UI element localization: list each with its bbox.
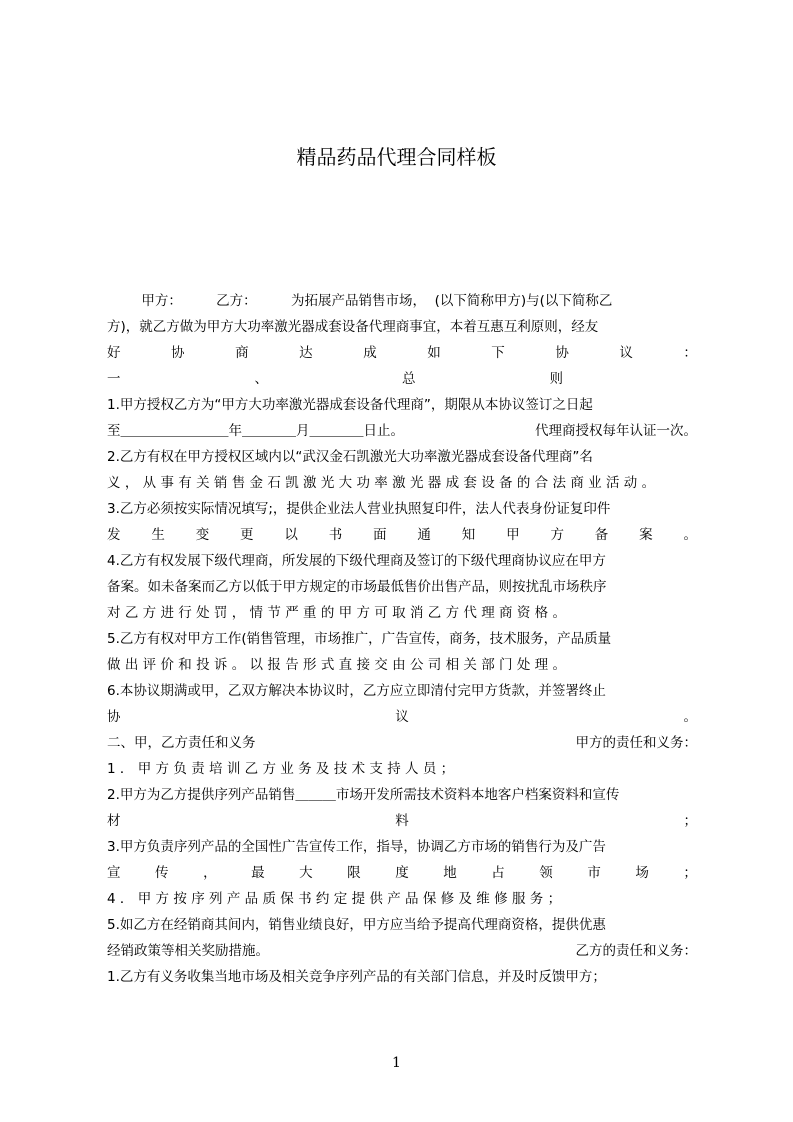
- text-segment: 乙方的责任和义务：: [575, 943, 697, 959]
- text-segment: 场: [635, 865, 649, 881]
- document-title: 精品药品代理合同样板: [296, 145, 497, 169]
- text-segment: 方)，就乙方做为甲方大功率激光器成套设备代理商事宜，本着互惠互利原则，经友: [107, 319, 599, 335]
- text-line: [107, 444, 697, 470]
- text-line: [107, 912, 697, 938]
- text-line: [107, 340, 697, 366]
- text-segment: 总: [402, 371, 416, 387]
- text-segment: 书: [328, 527, 343, 543]
- text-segment: 一: [107, 371, 121, 387]
- text-segment: 备: [594, 527, 609, 543]
- text-line: [107, 496, 697, 522]
- text-segment: 传: [155, 865, 169, 881]
- text-segment: 3.甲方负责序列产品的全国性广告宣传工作，指导，协调乙方市场的销售行为及广告: [107, 839, 606, 855]
- text-segment: 议: [619, 345, 633, 361]
- text-segment: 2.乙方有权在甲方授权区域内以“武汉金石凯激光大功率激光器成套设备代理商”名: [107, 449, 593, 465]
- text-line: [107, 964, 697, 990]
- text-line: [107, 418, 697, 444]
- text-segment: 经销政策等相关奖励措施。: [107, 943, 269, 959]
- text-segment: 二、甲，乙方责任和义务: [107, 735, 256, 751]
- text-segment: 1．甲方负责培训乙方业务及技术支持人员；: [107, 761, 459, 777]
- text-line: [107, 600, 697, 626]
- text-segment: 成: [363, 345, 377, 361]
- text-segment: 5.乙方有权对甲方工作(销售管理，市场推广，广告宣传，商务，技术服务，产品质量: [107, 631, 612, 647]
- text-line: [107, 730, 697, 756]
- text-segment: 4．甲方按序列产品质保书约定提供产品保修及维修服务；: [107, 891, 566, 907]
- text-segment: 协: [555, 345, 569, 361]
- text-segment: ，: [203, 865, 217, 881]
- text-line: [107, 834, 697, 860]
- text-segment: 以: [284, 527, 298, 543]
- text-segment: 。: [683, 527, 697, 543]
- text-line: [107, 756, 697, 782]
- text-segment: 度: [395, 865, 409, 881]
- text-segment: 1.乙方有义务收集当地市场及相关竞争序列产品的有关部门信息，并及时反馈甲方；: [107, 969, 606, 985]
- text-segment: 下: [491, 345, 505, 361]
- text-segment: 2.甲方为乙方提供序列产品销售＿＿＿市场开发所需技术资料本地客户档案资料和宣传: [107, 787, 620, 803]
- text-segment: 更: [240, 527, 254, 543]
- text-segment: 3.乙方必须按实际情况填写;，提供企业法人营业执照复印件，法人代表身份证复印件: [107, 501, 611, 517]
- text-line: [107, 704, 697, 730]
- text-segment: 方: [550, 527, 564, 543]
- text-segment: 对乙方进行处罚，情节严重的甲方可取消乙方代理商资格。: [107, 605, 571, 621]
- text-line: [107, 314, 697, 340]
- text-segment: 面: [373, 527, 387, 543]
- text-segment: 案: [639, 527, 653, 543]
- text-line: [107, 938, 697, 964]
- text-segment: 5.如乙方在经销商其间内，销售业绩良好，甲方应当给予提高代理商资格，提供优惠: [107, 917, 606, 933]
- text-line: [107, 808, 697, 834]
- text-segment: 材: [107, 813, 121, 829]
- text-segment: 地: [443, 865, 457, 881]
- text-segment: 如: [427, 345, 441, 361]
- text-segment: 甲方的责任和义务：: [575, 735, 697, 751]
- text-line: [107, 288, 697, 314]
- text-segment: 协: [171, 345, 185, 361]
- text-segment: 发: [107, 527, 121, 543]
- text-segment: 4.乙方有权发展下级代理商，所发展的下级代理商及签订的下级代理商协议应在甲方: [107, 553, 606, 569]
- text-segment: 市: [587, 865, 601, 881]
- text-segment: 达: [299, 345, 313, 361]
- text-segment: 6.本协议期满或甲，乙双方解决本协议时，乙方应立即清付完甲方货款，并签署终止: [107, 683, 606, 699]
- text-segment: 大: [299, 865, 313, 881]
- text-segment: 至＿＿＿＿＿＿＿＿年＿＿＿＿月＿＿＿＿日止。: [107, 423, 404, 439]
- text-segment: 领: [539, 865, 553, 881]
- text-line: [107, 782, 697, 808]
- text-segment: 甲: [506, 527, 520, 543]
- text-segment: 义，从事有关销售金石凯激光大功率激光器成套设备的合法商业活动。: [107, 475, 660, 491]
- text-segment: 知: [461, 527, 476, 543]
- text-line: [107, 548, 697, 574]
- text-segment: 变: [195, 527, 210, 543]
- text-line: [107, 886, 697, 912]
- text-segment: 则: [549, 371, 563, 387]
- text-segment: 、: [254, 371, 268, 387]
- text-segment: 商: [235, 345, 249, 361]
- text-segment: 协: [107, 709, 121, 725]
- text-segment: 占: [491, 865, 505, 881]
- text-line: [107, 392, 697, 418]
- text-segment: 限: [347, 865, 361, 881]
- text-line: [107, 522, 697, 548]
- text-segment: 料: [395, 813, 409, 829]
- text-line: [107, 652, 697, 678]
- text-segment: 议: [395, 709, 409, 725]
- text-line: [107, 470, 697, 496]
- text-line: [107, 860, 697, 886]
- text-segment: ；: [683, 813, 697, 829]
- text-segment: 备案。如未备案而乙方以低于甲方规定的市场最低售价出售产品，则按扰乱市场秩序: [107, 579, 607, 595]
- text-segment: 好: [107, 345, 121, 361]
- text-segment: 。: [683, 709, 697, 725]
- text-line: [107, 366, 697, 392]
- text-line: [107, 574, 697, 600]
- text-segment: ：: [683, 345, 697, 361]
- text-segment: ；: [683, 865, 697, 881]
- text-segment: 代理商授权每年认证一次。: [535, 423, 697, 439]
- text-segment: 通: [417, 527, 431, 543]
- text-segment: 生: [151, 527, 165, 543]
- text-segment: 宣: [107, 865, 121, 881]
- contract-body: [107, 288, 697, 990]
- page-number: 1: [392, 1055, 401, 1071]
- text-segment: 1.甲方授权乙方为“甲方大功率激光器成套设备代理商”，期限从本协议签订之日起: [107, 397, 593, 413]
- text-line: [107, 626, 697, 652]
- text-segment: 最: [251, 865, 265, 881]
- text-line: [107, 678, 697, 704]
- text-segment: 做出评价和投诉。以报告形式直接交由公司相关部门处理。: [107, 657, 571, 673]
- text-segment: 甲方： 乙方： 为拓展产品销售市场， (以下简称甲方)与(以下简称乙: [107, 293, 613, 309]
